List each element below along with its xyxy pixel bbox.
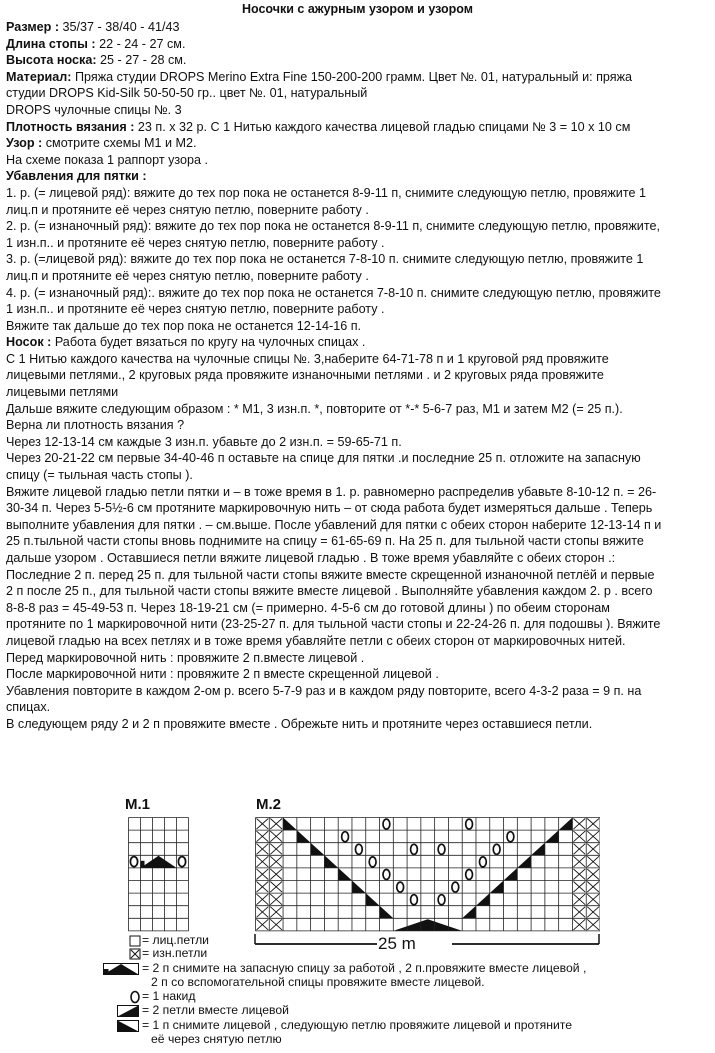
text-line: [6, 550, 709, 567]
text-line: [6, 119, 709, 136]
text-line: [6, 135, 709, 152]
line-text: лиц.п и протяните её через снятую петлю, поверните работу .: [6, 268, 369, 283]
text-line: [6, 351, 709, 368]
text-line: [6, 285, 709, 302]
line-text: 4. р. (= изнаночный ряд):. вяжите до тех пор пока не останется 7-8-10 п. снимите следующую петлю, провяжите: [6, 285, 661, 300]
text-line: [6, 517, 709, 534]
bold-label: Узор :: [6, 136, 43, 151]
pattern-text: [6, 19, 709, 733]
line-text: 3. р. (=лицевой ряд): вяжите до тех пор пока не останется 7-8-10 п. снимите следующую петлю, провяжите 1: [6, 252, 644, 267]
charts-area: [0, 796, 715, 1053]
line-text: Верна ли плотность вязания ?: [6, 418, 185, 433]
legend-text: её через снятую петлю: [151, 1032, 282, 1046]
line-text: С 1 Нитью каждого качества на чулочные спицы №. 3,наберите 64-71-78 п и 1 круговой ряд провяжите: [6, 351, 609, 366]
line-text: дальше узором . Оставшиеся петли вяжите лицевой гладью . В тоже время убавляйте с обеих сторон .:: [6, 551, 616, 565]
text-line: [6, 450, 709, 467]
text-line: [6, 666, 709, 683]
line-text: лицевой гладью на всех петлях и в тоже время убавляйте петли с обеих сторон от маркировочных нитей.: [6, 633, 626, 648]
text-line: [6, 19, 709, 36]
m2-label: M.2: [256, 796, 282, 813]
document: [6, 0, 709, 733]
text-line: [6, 484, 709, 501]
text-line: [6, 168, 709, 185]
page-title: Носочки с ажурным узором и узором: [241, 2, 474, 16]
line-text: Пряжа студии DROPS Merino Extra Fine 150-200-200 грамм. Цвет №. 01, натуральный и: пряжа: [71, 69, 633, 84]
line-text: лицевыми петлями: [6, 385, 119, 400]
text-line: [6, 202, 709, 219]
line-text: После маркировочной нити : провяжите 2 п вместе скрещенной лицевой .: [6, 667, 439, 682]
line-text: спицу (= тыльная часть стопы ).: [6, 468, 193, 483]
legend-text: = 2 петли вместе лицевой: [142, 1003, 289, 1017]
line-text: Вяжите лицевой гладью петли пятки и – в тоже время в 1. р. равномерно распределив убавьте 8-10-12 п. = 26-: [6, 484, 657, 499]
text-line: [6, 152, 709, 169]
bold-label: Длина стопы :: [6, 36, 96, 51]
text-line: [6, 467, 709, 484]
line-text: спицах.: [6, 700, 51, 715]
text-line: [6, 251, 709, 268]
text-line: [6, 650, 709, 667]
line-text: 35/37 - 38/40 - 41/43: [59, 20, 180, 34]
text-line: [6, 583, 709, 600]
line-text: На схеме показа 1 раппорт узора .: [6, 152, 209, 167]
triangle-decrease-icon: [103, 962, 139, 980]
text-line: [6, 235, 709, 252]
line-text: 1. р. (= лицевой ряд): вяжите до тех пор пока не останется 8-9-11 п, снимите следующую петлю, провяжите 1: [6, 185, 646, 200]
text-line: [6, 268, 709, 285]
legend-text: = 1 накид: [142, 989, 196, 1003]
bold-label: Размер :: [6, 20, 60, 34]
line-text: Последние 2 п. перед 25 п. для тыльной части стопы вяжите вместе скрещенной изнаночной петлёй и первые: [6, 567, 655, 582]
line-text: Через 12-13-14 см каждые 3 изн.п. убавьте до 2 изн.п. = 59-65-71 п.: [6, 434, 402, 449]
text-line: [6, 85, 709, 102]
line-text: 25 - 27 - 28 см.: [96, 53, 187, 68]
line-text: студии DROPS Kid-Silk 50-50-50 гр.. цвет №. 01, натуральный: [6, 86, 368, 101]
line-text: Работа будет вязаться по кругу на чулочных спицах .: [51, 335, 366, 350]
text-line: [6, 567, 709, 584]
line-text: смотрите схемы M1 и M2.: [42, 136, 197, 151]
line-text: выполните убавления для пятки . – см.выше. После убавлений для пятки с обеих сторон наберите 12-13-14 п и: [6, 517, 662, 532]
legend-text: = 1 п снимите лицевой , следующую петлю провяжите лицевой и протяните: [142, 1018, 573, 1032]
text-line: [6, 434, 709, 451]
text-line: [6, 633, 709, 650]
text-line: [6, 52, 709, 69]
line-text: лицевыми петлями., 2 круговых ряда провяжите изнаночными петлями . и 2 круговых ряда провяжите: [6, 368, 604, 383]
m1-label: M.1: [125, 796, 151, 813]
line-text: Через 20-21-22 см первые 34-40-46 п оставьте на спице для пятки .и последние 25 п. отложите на запасную: [6, 451, 641, 466]
text-line: [6, 384, 709, 401]
text-line: [6, 616, 709, 633]
line-text: 23 п. х 32 р. С 1 Нитью каждого качества лицевой гладью спицами № 3 = 10 х 10 см: [134, 119, 631, 134]
text-line: [6, 716, 709, 733]
text-line: [6, 600, 709, 617]
bold-label: Убавления для пятки :: [6, 169, 147, 184]
text-line: [6, 318, 709, 335]
line-text: Убавления повторите в каждом 2-ом р. всего 5-7-9 раз и в каждом ряду повторите, всего 4-3-2 раза = 9 п. на: [6, 683, 642, 698]
rapport-bracket: [252, 932, 602, 952]
text-line: [6, 500, 709, 517]
line-text: 1 изн.п.. и протяните её через снятую петлю, поверните работу .: [6, 302, 385, 317]
text-line: [6, 102, 709, 119]
text-line: [6, 218, 709, 235]
m1-chart: [128, 817, 190, 933]
text-line: [6, 699, 709, 716]
bold-label: Высота носка:: [6, 53, 97, 68]
line-text: Вяжите так дальше до тех пор пока не останется 12-14-16 п.: [6, 318, 362, 333]
line-text: DROPS чулочные спицы №. 3: [6, 102, 182, 117]
text-line: [6, 334, 709, 351]
text-line: [6, 417, 709, 434]
line-text: 30-34 п. Через 5-5½-6 см протяните маркировочную нить – от сюда работа будет измеряться дальше . Теперь: [6, 501, 653, 516]
text-line: [6, 185, 709, 202]
line-text: 1 изн.п.. и протяните её через снятую петлю, поверните работу .: [6, 235, 385, 250]
line-text: 2 п после 25 п., для тыльной части стопы вяжите вместе лицевой . Выполняйте убавления каждом 2. р . всего: [6, 584, 653, 599]
line-text: лиц.п и протяните её через снятую петлю, поверните работу .: [6, 202, 369, 217]
legend-text: = 2 п снимите на запасную спицу за работой , 2 п.провяжите вместе лицевой ,: [142, 961, 587, 975]
bold-label: Носок :: [6, 335, 52, 350]
line-text: В следующем ряду 2 и 2 п провяжите вместе . Обрежьте нить и протяните через оставшиеся петли.: [6, 716, 593, 731]
legend-text: 2 п со вспомогательной спицы провяжите вместе лицевой.: [151, 975, 485, 989]
legend-text: = лиц.петли: [142, 933, 209, 947]
bold-label: Материал:: [6, 69, 72, 84]
text-line: [6, 36, 709, 53]
text-line: [6, 367, 709, 384]
line-text: Дальше вяжите следующим образом : * M1, 3 изн.п. *, повторите от *-* 5-6-7 раз, M1 и затем M2 (= 25 п.).: [6, 401, 623, 416]
text-line: [6, 69, 709, 86]
text-line: [6, 683, 709, 700]
legend-text: = изн.петли: [142, 946, 208, 960]
rapport-label: 25 m: [378, 934, 416, 953]
line-text: 22 - 24 - 27 см.: [95, 36, 186, 51]
ssk-icon: [117, 1019, 139, 1037]
text-line: [6, 533, 709, 550]
m2-chart: [255, 817, 600, 933]
text-line: [6, 301, 709, 318]
line-text: 8-8-8 раз = 45-49-53 п. Через 18-19-21 см (= примерно. 4-5-6 см до готовой длины ) по обеим сторонам: [6, 600, 610, 615]
line-text: 2. р. (= изнаночный ряд): вяжите до тех пор пока не останется 8-9-11 п, снимите следующую петлю, провяжите,: [6, 219, 660, 234]
line-text: протяните по 1 маркировочной нити (23-25-27 п. для тыльной части стопы и 22-24-26 п. для подошвы ). Вяжите: [6, 617, 661, 632]
bold-label: Плотность вязания :: [6, 119, 135, 134]
line-text: 25 п.тыльной части стопы вновь поднимите на спицу = 61-65-69 п. На 25 п. для тыльной части стопы вяжите: [6, 534, 644, 549]
text-line: [6, 401, 709, 418]
line-text: Перед маркировочной нить : провяжите 2 п.вместе лицевой .: [6, 650, 365, 665]
